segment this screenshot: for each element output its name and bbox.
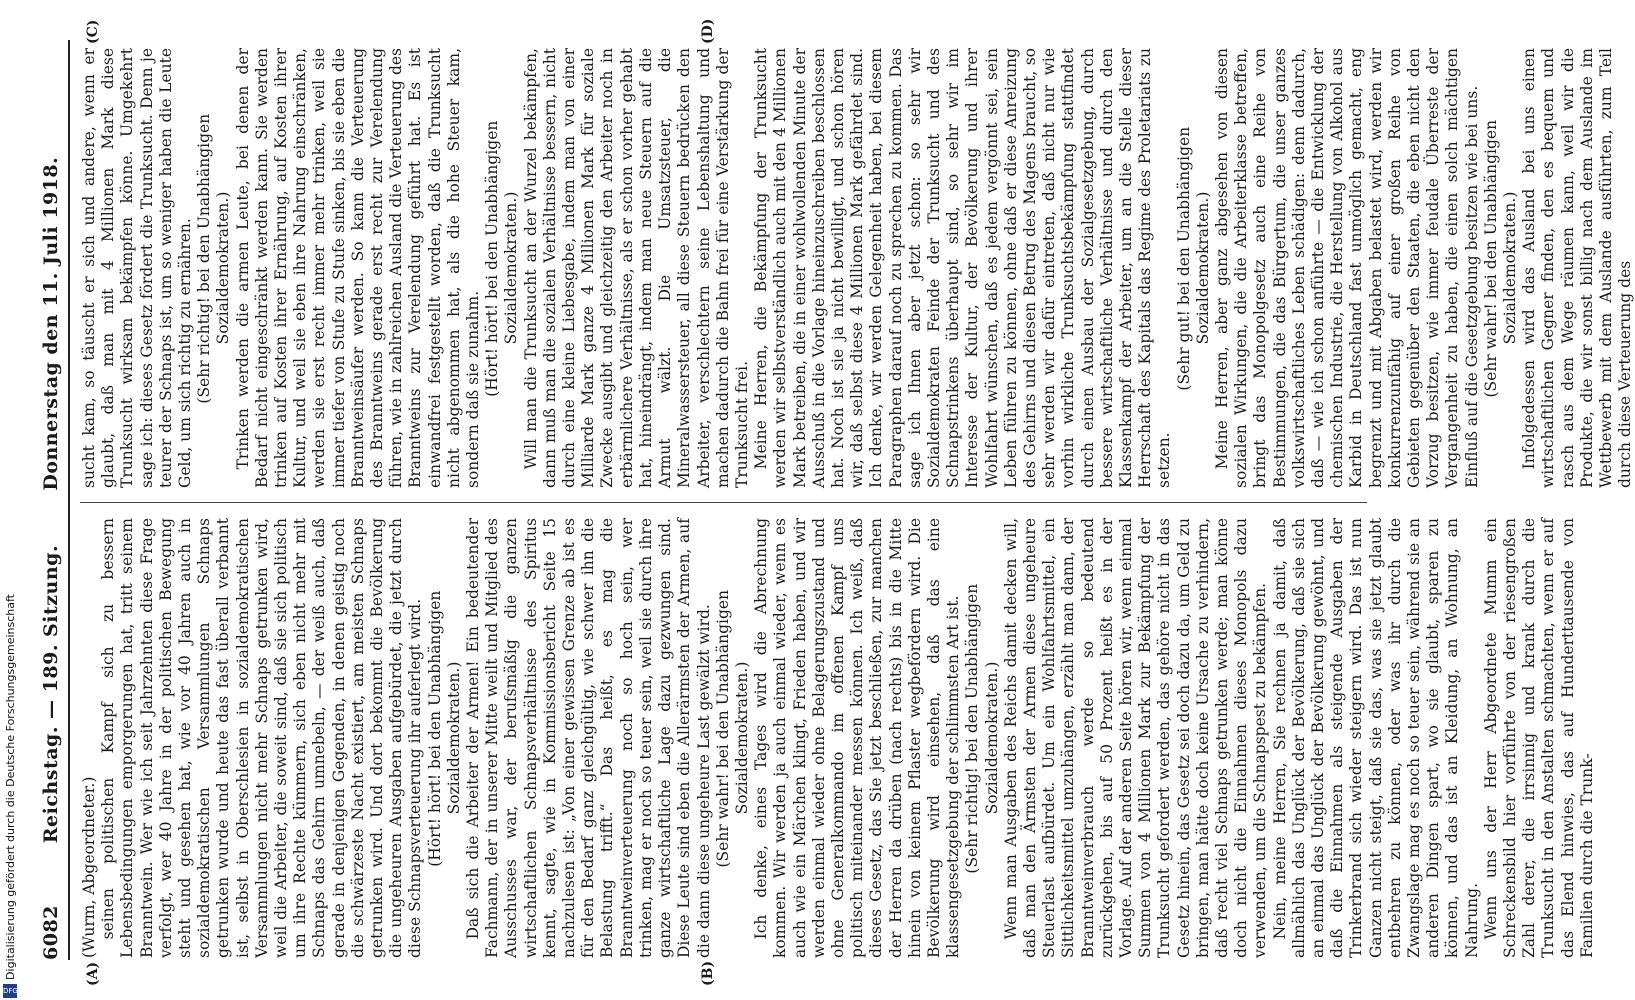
session-title: Reichstag. — 189. Sitzung. [40,544,62,844]
paragraph: Trinken werden die armen Leute, bei denen der Bedarf nicht eingeschränkt werden kann. Sie werden trinken auf Kosten ihrer Ernährung, auf Kosten ihrer Kultur, und weil sie eben ihre Nahrung einschränken, werden sie erst recht immer mehr trinken, weil sie immer tiefer von Stufe zu Stufe sinken, bis sie eben die Branntweinsäufer werden. So kann die Verteuerung des Branntweins gerade erst recht zur Verelendung führen, wie in zahlreichen Ausland die Verteuerung des Branntweins zur Verelendung geführt hat. Es ist einwandfrei festgestellt worden, daß die Trunksucht nicht abgenommen hat, als die hohe Steuer kam, sondern daß sie zunahm. [233,48,483,488]
dfg-logo: DFG [3,984,17,998]
header-title [40,40,62,960]
paragraph: Meine Herren, aber ganz abgesehen von diesen sozialen Wirkungen, die die Arbeiterklasse betreffen, bringt das Monopolgesetz auch eine Reihe von Bestimmungen, die das Bürgertum, die unser ganzes volkswirtschaftliches Leben schädigen: denn dadurch, daß — wie ich schon anführte — die Entwicklung der chemischen Industrie, die Herstellung von Alkohol aus Karbid in Deutschland fast unmöglich gemacht, eng begrenzt und mit Abgaben belastet wird, werden wir konkurrenzunfähig auf einer großen Reihe von Gebieten gegenüber den Staaten, die eben nicht den Vorzug besitzen, wie immer feudale Überreste der Vergangenheit zu haben, die einen solch mächtigen Einfluß auf die Gesetzgebung besitzen wie bei uns. [1212,48,1481,488]
funding-note: Digitalisierung gefördert durch die Deutsche Forschungsgemeinschaft [4,594,17,980]
margin-mark-c: (C) [85,19,101,44]
paragraph: Meine Herren, die Bekämpfung der Trunksucht werden wir selbstverständlich auch mit den 4 Millionen Mark betreiben, die in einer wohlwollenden Minute der Ausschuß in die Vorlage hineinzuschreiben beschlossen hat. Noch ist sie ja nicht bewilligt, und schon hören wir, daß selbst diese 4 Millionen Mark gefährdet sind. Ich denke, wir werden Gelegenheit haben, bei diesem Paragraphen darauf noch zu sprechen zu kommen. Das sage ich Ihnen aber jetzt schon: so sehr wir Sozialdemokraten Feinde der Trunksucht und des Schnapstrinkens überhaupt sind, so sehr wir im Interesse der Kultur, der Bevölkerung und ihrer Wohlfahrt wünschen, daß es jedem vergönnt sei, sein Leben führen zu können, ohne daß er diese Anreizung des Gehirns und diesen Betrug des Magens braucht, so sehr werden wir dafür eintreten, daß nicht nur wie vorhin wirkliche Trunksuchtsbekämpfung stattfindet durch einen Ausbau der Sozialgesetzgebung, durch bessere wirtschaftliche Verhältnisse und durch den Klassenkampf der Arbeiter, um an die Stelle dieser Herrschaft des Kapitals das Regime des Proletariats zu setzen. [752,48,1174,488]
paragraph: Nein, meine Herren, Sie rechnen ja damit, daß allmählich das Unglück der Bevölkerung, daß sie sich an einmal das Unglück der Bevölkerung gewöhnt, und daß die Einnahmen als steigende Ausgaben der Trinkerbrand sich wieder steigern wird. Das ist nun Ganzen nicht steigt, daß sie das, was sie jetzt glaubt entbehren zu können, oder was ihr durch die Zwangslage mag es noch so teuer sein, während sie an anderen Dingen spart, wo sie glaubt, sparen zu können, und das ist an Kleidung, an Wohnung, an Nahrung. [1270,518,1481,958]
paragraph: (Sehr wahr! bei den Unabhängigen Sozialdemokraten.) [1481,119,1520,398]
column-divider [80,502,1367,503]
paragraph: Wenn man Ausgaben des Reichs damit decken will, daß man den Ärmsten der Armen diese ungeheure Steuerlast aufbürdet. Um ein Wohlfahrtsmittel, ein Sittlichkeitsmittel umzuhängen, erzählt man dann, der Branntweinverbrauch werde so bedeutend zurückgehen, bis auf 50 Prozent heißt es in der Vorlage. Auf der anderen Seite hören wir, wenn einmal Summen von 4 Millionen Mark zur Bekämpfung der Trunksucht gefordert werden, das gehöre nicht in das Gesetz hinein, das Gesetz sei doch dazu da, um Geld zu bringen, man hätte doch keine Ursache zu verhindern, daß recht viel Schnaps getrunken werde; man könne doch nicht die Einnahmen dieses Monopols dazu verwenden, um die Schnapspest zu bekämpfen. [1001,518,1270,958]
paragraph: Ich denke, eines Tages wird die Abrechnung kommen. Wir werden ja auch einmal wieder, wenn es auch wie ein Märchen klingt, Frieden haben, und wir werden einmal wieder ohne Belagerungszustand und ohne Generalkommando im offenen Kampf uns politisch miteinander messen können. Ich weiß, daß dieses Gesetz, das Sie jetzt beschließen, zur manchen der Herren da drüben (nach rechts) bis in die Mitte hinein von keinem Pflaster wegbefördern wird. Die Bevölkerung wird einsehen, daß das eine klassengesetzgebung der schlimmsten Art ist. [752,518,963,958]
paragraph: (Sehr richtig! bei den Unabhängigen Sozialdemokraten.) [963,583,1001,874]
funding-footer [0,0,24,1000]
session-date: Donnerstag den 11. Juli 1918. [40,156,62,491]
margin-mark-d: (D) [700,18,716,44]
paragraph: (Sehr wahr! bei den Unabhängigen Sozialdemokraten.) [713,589,751,868]
page-header [38,40,70,960]
paragraph: Wenn uns der Herr Abgeordnete Mumm ein Schreckensbild hier vorführte von der riesengroßen Zahl derer, die irrsinnig und krank durch die Trunksucht in den Anstalten schmachten, wenn er auf das Elend hinwies, das auf Hunderttausende von Familien durch die Trunk- [1481,518,1596,958]
margin-mark-a: (A) [85,961,101,986]
paragraph: (Hört! hört! bei den Unabhängigen Sozialdemokraten.) [483,120,521,397]
paragraph: Infolgedessen wird das Ausland bei uns einen wirtschaftlichen Gegner finden, den es bequem und rasch aus dem Wege räumen kann, weil wir die Produkte, die wir sonst billig nach dem Auslande im Wettbewerb mit dem Auslande ausführten, zum Teil durch diese Verteuerung des [1520,48,1635,488]
document-page [30,0,1635,1000]
paragraph: sucht kam, so täuscht er sich und andere, wenn er glaubt, daß man mit 4 Millionen Mark diese Trunksucht wirksam bekämpfen könne. Umgekehrt sage ich: dieses Gesetz fördert die Trunksucht. Denn je teurer der Schnaps ist, um so weniger haben die Leute Geld, um sich richtig zu ernähren. [80,48,195,488]
left-column [80,518,1596,958]
right-column [80,48,1635,488]
paragraph: (Sehr richtig! bei den Unabhängigen Sozialdemokraten.) [195,113,233,404]
paragraph: Daß sich die Arbeiter der Armen! Ein bedeutender Fachmann, der in unserer Mitte weilt und Mitglied des Ausschusses war, der berufsmäßig die ganzen wirtschaftlichen Schnapsverhältnisse des Spiritus kennt, sagte, wie in Kommissionsbericht Seite 15 nachzulesen ist: „Von einer gewissen Grenze ab ist es für den Bedarf ganz gleichgültig, wie schwer ihn die Belastung trifft.“ Das heißt, es mag die Branntweinverteuerung noch so hoch sein, wer trinken, mag er noch so teuer sein, weil sie durch ihre ganze wirtschaftliche Lage dazu gezwungen sind. Diese Leute sind eben die Allerärmsten der Armen, auf die dann diese ungeheure Last gewälzt wird. [464,518,713,958]
paragraph: (Hört! hört! bei den Unabhängigen Sozialdemokraten.) [425,590,463,867]
speaker-label: (Wurm, Abgeordneter.) [80,776,98,958]
paragraph: seinen politischen Kampf sich zu bessern Lebensbedingungen emporgerungen hat, tritt seinem Branntwein. Wer wie ich seit Jahrzehnten diese Frage verfolgt, wer 40 Jahre in der politischen Bewegung steht und gesehen hat, wie vor 40 Jahren auch in sozialdemokratischen Versammlungen Schnaps getrunken wurde und heute das fast überall verbannt ist, selbst in Oberschlesien in sozialdemokratischen Versammlungen nicht mehr Schnaps getrunken wird, weil die Arbeiter, die soweit sind, daß sie sich politisch um ihre Rechte kümmern, sich eben nicht mehr mit Schnaps das Gehirn umnebeln, — der weiß auch, daß gerade in denjenigen Gegenden, in denen geistig noch die schwärzeste Nacht existiert, am meisten Schnaps getrunken wird. Und dort bekommt die Bevölkerung die ungeheuren Ausgaben aufgebürdet, die jetzt durch diese Schnapsverteuerung ihr auferlegt wird. [99,518,425,958]
paragraph: Will man die Trunksucht an der Wurzel bekämpfen, dann muß man die sozialen Verhältnisse bessern, nicht durch eine kleine Liebesgabe, indem man von einer Milliarde Mark ganze 4 Millionen Mark für soziale Zwecke ausgibt und gleichzeitig den Arbeiter noch in erbärmlichere Verhältnisse, als er schon vorher gehabt hat, hineindrängt, indem man neue Steuern auf die Armut wälzt. Die Umsatzsteuer, die Mineralwassersteuer, all diese Steuern bedrücken den Arbeiter, verschlechtern seine Lebenshaltung und machen dadurch die Bahn frei für eine Verstärkung der Trunksucht frei. [521,48,751,488]
paragraph: (Sehr gut! bei den Unabhängigen Sozialdemokraten.) [1174,126,1212,391]
page-number: 6082 [40,905,62,960]
margin-mark-b: (B) [700,960,716,986]
